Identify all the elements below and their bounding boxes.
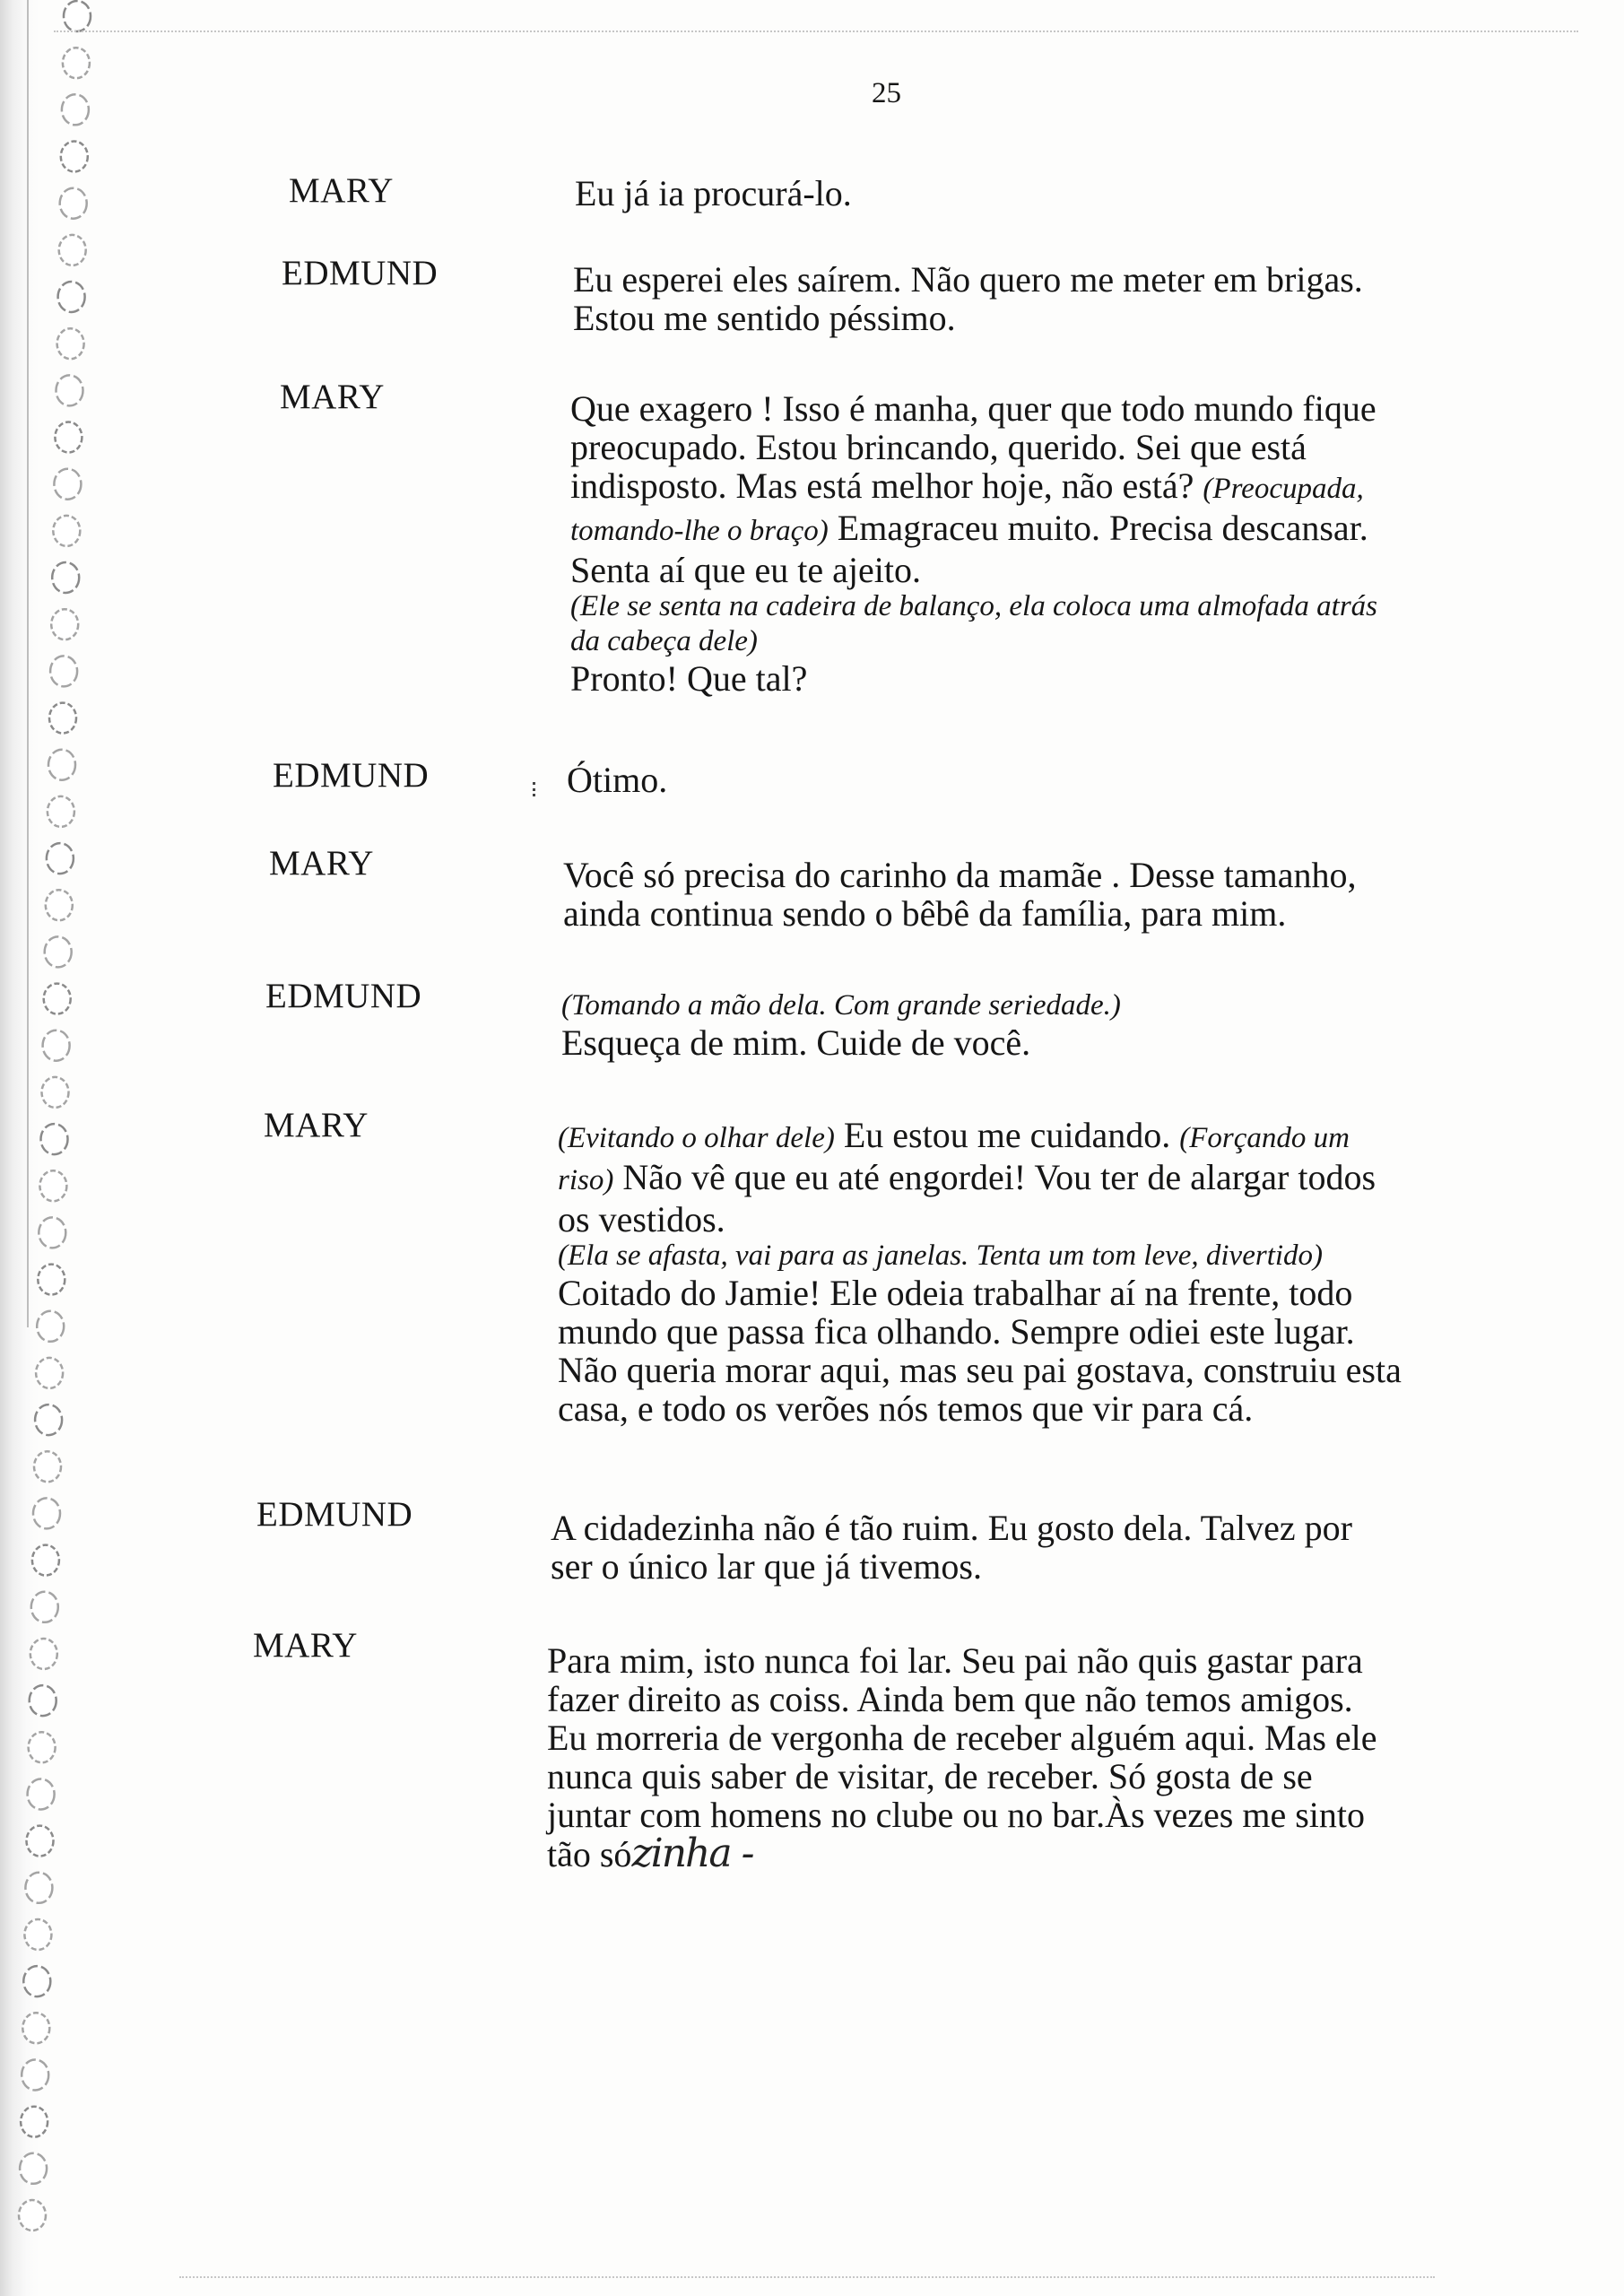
speech-line: Eu já ia procurá-lo. (575, 173, 852, 213)
speech-block (558, 1116, 1508, 1428)
speech-line (558, 1158, 1508, 1200)
speech-line: fazer direito as coiss. Ainda bem que não temos amigos. (547, 1679, 1353, 1719)
speech-line: A cidadezinha não é tão ruim. Eu gosto dela. Talvez por (551, 1508, 1352, 1548)
speech-line (570, 509, 1521, 551)
speech-line: Esqueça de mim. Cuide de você. (561, 1022, 1031, 1063)
binder-hole (44, 984, 71, 1014)
stage-direction: riso) (558, 1164, 614, 1196)
speech-block (570, 389, 1521, 698)
speech-line: Pronto! Que tal? (570, 658, 808, 699)
speech-line: ser o único lar que já tivemos. (551, 1546, 982, 1587)
binder-hole (59, 235, 86, 265)
stray-mark (533, 782, 538, 796)
binder-hole (41, 1124, 68, 1154)
speech-line: Não queria morar aqui, mas seu pai gostava, construiu esta (558, 1350, 1402, 1390)
binder-holes (0, 0, 108, 2296)
binder-hole (43, 1031, 70, 1061)
binder-hole (61, 142, 88, 172)
stage-direction: (Preocupada, (1203, 473, 1364, 505)
speaker-name: EDMUND (256, 1495, 413, 1534)
speech-block (551, 1509, 1501, 1586)
binder-hole (20, 2153, 47, 2184)
binder-hole (31, 1592, 58, 1622)
speaker-name: MARY (289, 171, 394, 210)
binder-hole (46, 890, 73, 920)
binder-hole (19, 2200, 46, 2231)
binder-hole (24, 1919, 51, 1950)
binder-hole (51, 609, 78, 639)
speech-line: os vestidos. (558, 1199, 725, 1239)
stage-direction: (Evitando o olhar dele) (558, 1122, 835, 1154)
binder-hole (22, 2060, 48, 2091)
stage-direction: (Ela se afasta, vai para as janelas. Tenta um tom leve, divertido) (558, 1239, 1324, 1272)
binder-hole (58, 282, 85, 312)
binder-hole (37, 1311, 64, 1342)
binder-hole (39, 1217, 65, 1248)
top-scan-edge (54, 30, 1578, 32)
speech-line: casa, e todo os verões nós temos que vir para cá. (558, 1388, 1254, 1429)
speech-block (567, 761, 1517, 799)
speech-block (573, 260, 1524, 337)
speech-line: Senta aí que eu te ajeito. (570, 550, 921, 590)
speech-line: Ótimo. (567, 760, 668, 800)
speech-text: Emagraceu muito. Precisa descansar. (837, 508, 1368, 548)
speaker-name: EDMUND (282, 254, 439, 292)
speech-text: indisposto. Mas está melhor hoje, não está? (570, 465, 1194, 506)
stage-direction: (Ele se senta na cadeira de balanço, ela coloca uma almofada atrás (570, 590, 1378, 622)
speech-text: Eu estou me cuidando. (843, 1115, 1171, 1155)
binder-hole (54, 469, 81, 500)
binder-hole (63, 48, 90, 78)
binder-hole (48, 796, 74, 827)
binder-hole (25, 1873, 52, 1903)
binder-hole (22, 2013, 49, 2043)
binder-hole (36, 1358, 63, 1388)
speech-line: preocupado. Estou brincando, querido. Sei que está (570, 427, 1307, 467)
speaker-name: MARY (269, 844, 374, 883)
speech-block (563, 856, 1514, 933)
speech-line (558, 1116, 1508, 1158)
speech-line (547, 1831, 1498, 1876)
speech-line: Eu esperei eles saírem. Não quero me meter em brigas. (573, 259, 1363, 300)
speech-text: tão só (547, 1834, 632, 1874)
binder-hole (30, 1639, 57, 1669)
binder-hole (32, 1545, 59, 1576)
speech-line: Você só precisa do carinho da mamãe . Desse tamanho, (563, 855, 1357, 895)
stage-direction: (Tomando a mão dela. Com grande seriedade.) (561, 989, 1121, 1022)
binder-hole (49, 703, 76, 734)
binder-hole (30, 1685, 56, 1716)
speech-line: Coitado do Jamie! Ele odeia trabalhar aí na frente, todo (558, 1273, 1353, 1313)
binder-hole (27, 1826, 54, 1857)
binder-hole (29, 1732, 56, 1762)
binder-hole (53, 516, 80, 546)
speech-block (575, 174, 1525, 213)
speech-line: nunca quis saber de visitar, de receber. Só gosta de se (547, 1756, 1313, 1796)
speech-line: Para mim, isto nunca foi lar. Seu pai não quis gastar para (547, 1640, 1363, 1681)
stage-direction: (Forçando um (1179, 1122, 1350, 1154)
page-number: 25 (872, 77, 901, 109)
speech-line: juntar com homens no clube ou no bar.Às vezes me sinto (547, 1795, 1366, 1835)
speech-line (570, 466, 1521, 509)
speaker-name: MARY (253, 1626, 358, 1665)
speaker-name: EDMUND (265, 977, 422, 1015)
speech-line: mundo que passa fica olhando. Sempre odiei este lugar. (558, 1311, 1355, 1352)
binder-hole (64, 1, 91, 31)
binder-hole (39, 1170, 66, 1201)
binder-hole (48, 750, 75, 780)
binder-hole (47, 843, 74, 874)
binder-hole (21, 2107, 48, 2137)
binder-hole (38, 1265, 65, 1295)
binder-hole (35, 1405, 62, 1435)
speech-line: Estou me sentido péssimo. (573, 298, 956, 338)
binder-hole (34, 1451, 61, 1482)
binder-hole (33, 1498, 60, 1528)
stage-direction: tomando-lhe o braço) (570, 515, 829, 547)
binder-hole (52, 562, 79, 593)
speech-text: Não vê que eu até engordei! Vou ter de alargar todos (622, 1157, 1376, 1197)
binder-hole (62, 94, 89, 125)
speaker-name: MARY (280, 378, 385, 416)
speech-line: Que exagero ! Isso é manha, quer que todo mundo fique (570, 388, 1376, 429)
binder-hole (57, 328, 84, 359)
binder-hole (55, 422, 82, 453)
speaker-name: EDMUND (273, 756, 430, 795)
speech-line: ainda continua sendo o bêbê da família, para mim. (563, 893, 1287, 934)
speech-line: Eu morreria de vergonha de receber alguém aqui. Mas ele (547, 1718, 1377, 1758)
bottom-scan-edge (179, 2276, 1435, 2278)
binder-hole (60, 188, 87, 219)
binder-hole (50, 656, 77, 686)
speech-block (547, 1641, 1498, 1874)
binder-hole (42, 1077, 69, 1108)
stage-direction: da cabeça dele) (570, 625, 758, 657)
binder-hole (23, 1966, 50, 1996)
binder-hole (45, 936, 72, 967)
speaker-name: MARY (264, 1106, 369, 1144)
binder-hole (28, 1779, 55, 1810)
binder-hole (56, 375, 83, 405)
handwritten-correction: zinha - (631, 1831, 753, 1876)
speech-block (561, 988, 1512, 1062)
